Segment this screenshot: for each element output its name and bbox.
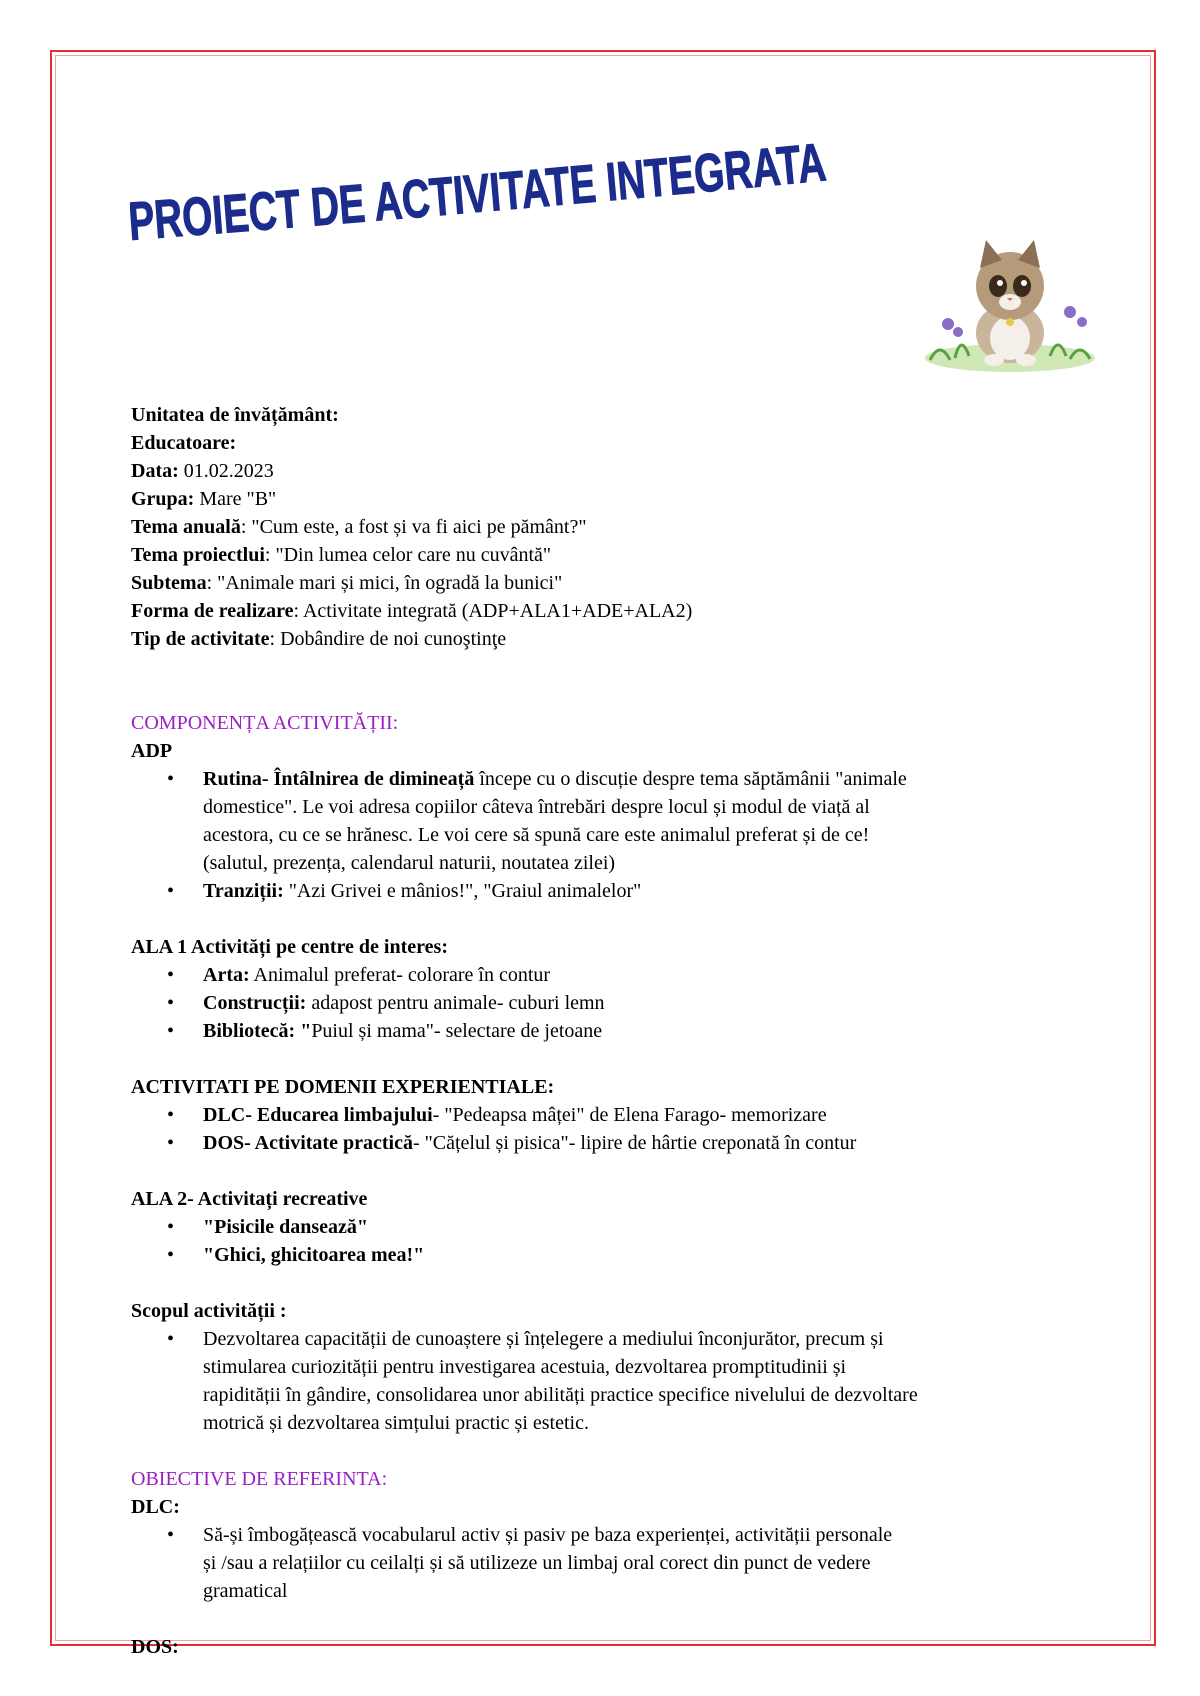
info-label: Data: [131,460,179,482]
list-item [203,989,1091,1017]
adp-list [131,765,1091,905]
cat-icon [920,238,1100,378]
ade-label [131,1073,1091,1101]
componenta-heading: COMPONENȚA ACTIVITĂȚII: [131,712,399,734]
info-row [131,513,1091,541]
item-text: gramatical [203,1580,288,1602]
item-bold: Rutina- Întâlnirea de dimineață [203,768,475,790]
item-text: începe cu o discuție despre tema săptămânii "animale [474,768,907,790]
item-text: stimularea curiozității pentru investigarea acestuia, dezvoltarea promptitudinii și [203,1356,847,1378]
scop-list [131,1325,1091,1437]
info-row [131,541,1091,569]
item-text: Animalul preferat- colorare în contur [249,964,551,986]
list-item [203,1129,1091,1157]
title-svg [130,140,930,260]
item-bold: "Ghici, ghicitoarea mea!" [203,1244,425,1266]
dlc-label-text: DLC: [131,1496,180,1518]
page-title: PROIECT DE ACTIVITATE INTEGRATA [130,140,840,252]
item-text: domestice". Le voi adresa copiilor câteva întrebări despre locul și modul de viață al [203,796,870,818]
info-label: Tip de activitate [131,628,270,650]
list-item [203,1017,1091,1045]
info-block [131,401,1091,653]
list-item [203,1325,1091,1437]
info-value: Mare "B" [194,488,277,510]
ala2-list [131,1213,1091,1269]
list-item [203,1241,1091,1269]
ala1-label-text: ALA 1 Activități pe centre de interes: [131,936,448,958]
info-label: Educatoare: [131,432,237,454]
item-bold: Construcții: [203,992,307,1014]
item-text: • Să-și îmbogățească vocabularul activ și pasiv pe baza experienței, activității personale [203,1524,893,1546]
ade-label-text: ACTIVITATI PE DOMENII EXPERIENTIALE: [131,1076,555,1098]
obiective-heading: OBIECTIVE DE REFERINTA: [131,1468,388,1490]
info-value: : "Cum este, a fost și va fi aici pe pământ?" [240,516,587,538]
item-text: "Azi Grivei e mânios!", "Graiul animalelor" [283,880,642,902]
list-item [203,1213,1091,1241]
info-row [131,597,1091,625]
item-bold: Tranziții: [203,880,284,902]
scop-label [131,1297,1091,1325]
item-text: adapost pentru animale- cuburi lemn [306,992,605,1014]
dlc-label [131,1493,1091,1521]
info-label: Unitatea de învățământ: [131,404,339,426]
info-row [131,429,1091,457]
item-bold: Arta: [203,964,250,986]
adp-label-text: ADP [131,740,173,762]
info-value: : Activitate integrată (ADP+ALA1+ADE+ALA2) [293,600,693,622]
list-item [203,961,1091,989]
item-bold: Bibliotecă: " [203,1020,312,1042]
info-row [131,401,1091,429]
ala1-label [131,933,1091,961]
info-label: Tema anuală [131,516,241,538]
info-label: Subtema [131,572,207,594]
item-text: Puiul și mama"- selectare de jetoane [311,1020,603,1042]
item-text: motrică și dezvoltarea simțului practic și estetic. [203,1412,589,1434]
item-bold: DOS- Activitate practică [203,1132,413,1154]
info-value: : Dobândire de noi cunoştinţe [269,628,507,650]
list-item [203,1101,1091,1129]
info-row [131,625,1091,653]
item-text: rapidității în gândire, consolidarea unor abilități practice specifice nivelului de dezvoltare [203,1384,918,1406]
list-item [203,765,1091,877]
item-text: - "Cățelul și pisica"- lipire de hârtie creponată în contur [412,1132,857,1154]
scop-label-text: Scopul activității : [131,1300,287,1322]
item-text: acestora, cu ce se hrănesc. Le voi cere să spună care este animalul preferat și de ce! [203,824,870,846]
info-value: : "Din lumea celor care nu cuvântă" [264,544,552,566]
dos-label [131,1633,1091,1661]
item-text: și /sau a relațiilor cu ceilalți și să utilizeze un limbaj oral corect din punct de vedere [203,1552,871,1574]
title-wordart [130,140,930,260]
item-bold: DLC- Educarea limbajului [203,1104,433,1126]
dos-label-text: DOS: [131,1636,179,1658]
item-text: (salutul, prezența, calendarul naturii, noutatea zilei) [203,852,616,874]
info-value: : "Animale mari și mici, în ogradă la bunici" [206,572,563,594]
adp-label [131,737,1091,765]
info-label: Tema proiectlui [131,544,265,566]
ade-list [131,1101,1091,1157]
info-label: Grupa: [131,488,195,510]
info-value: 01.02.2023 [178,460,274,482]
info-label: Forma de realizare [131,600,294,622]
item-bold: "Pisicile dansează" [203,1216,368,1238]
info-row [131,569,1091,597]
ala1-list [131,961,1091,1045]
info-row [131,457,1091,485]
item-text: • Dezvoltarea capacității de cunoaștere și înțelegere a mediului înconjurător, precum și [203,1328,884,1350]
dlc-list [131,1521,1091,1605]
info-row [131,485,1091,513]
cat-illustration [920,238,1100,378]
list-item [203,877,1091,905]
ala2-label [131,1185,1091,1213]
item-text: - "Pedeapsa mâței" de Elena Farago- memorizare [432,1104,827,1126]
ala2-label-text: ALA 2- Activitați recreative [131,1188,368,1210]
document-body [131,401,1091,1661]
list-item [203,1521,1091,1605]
